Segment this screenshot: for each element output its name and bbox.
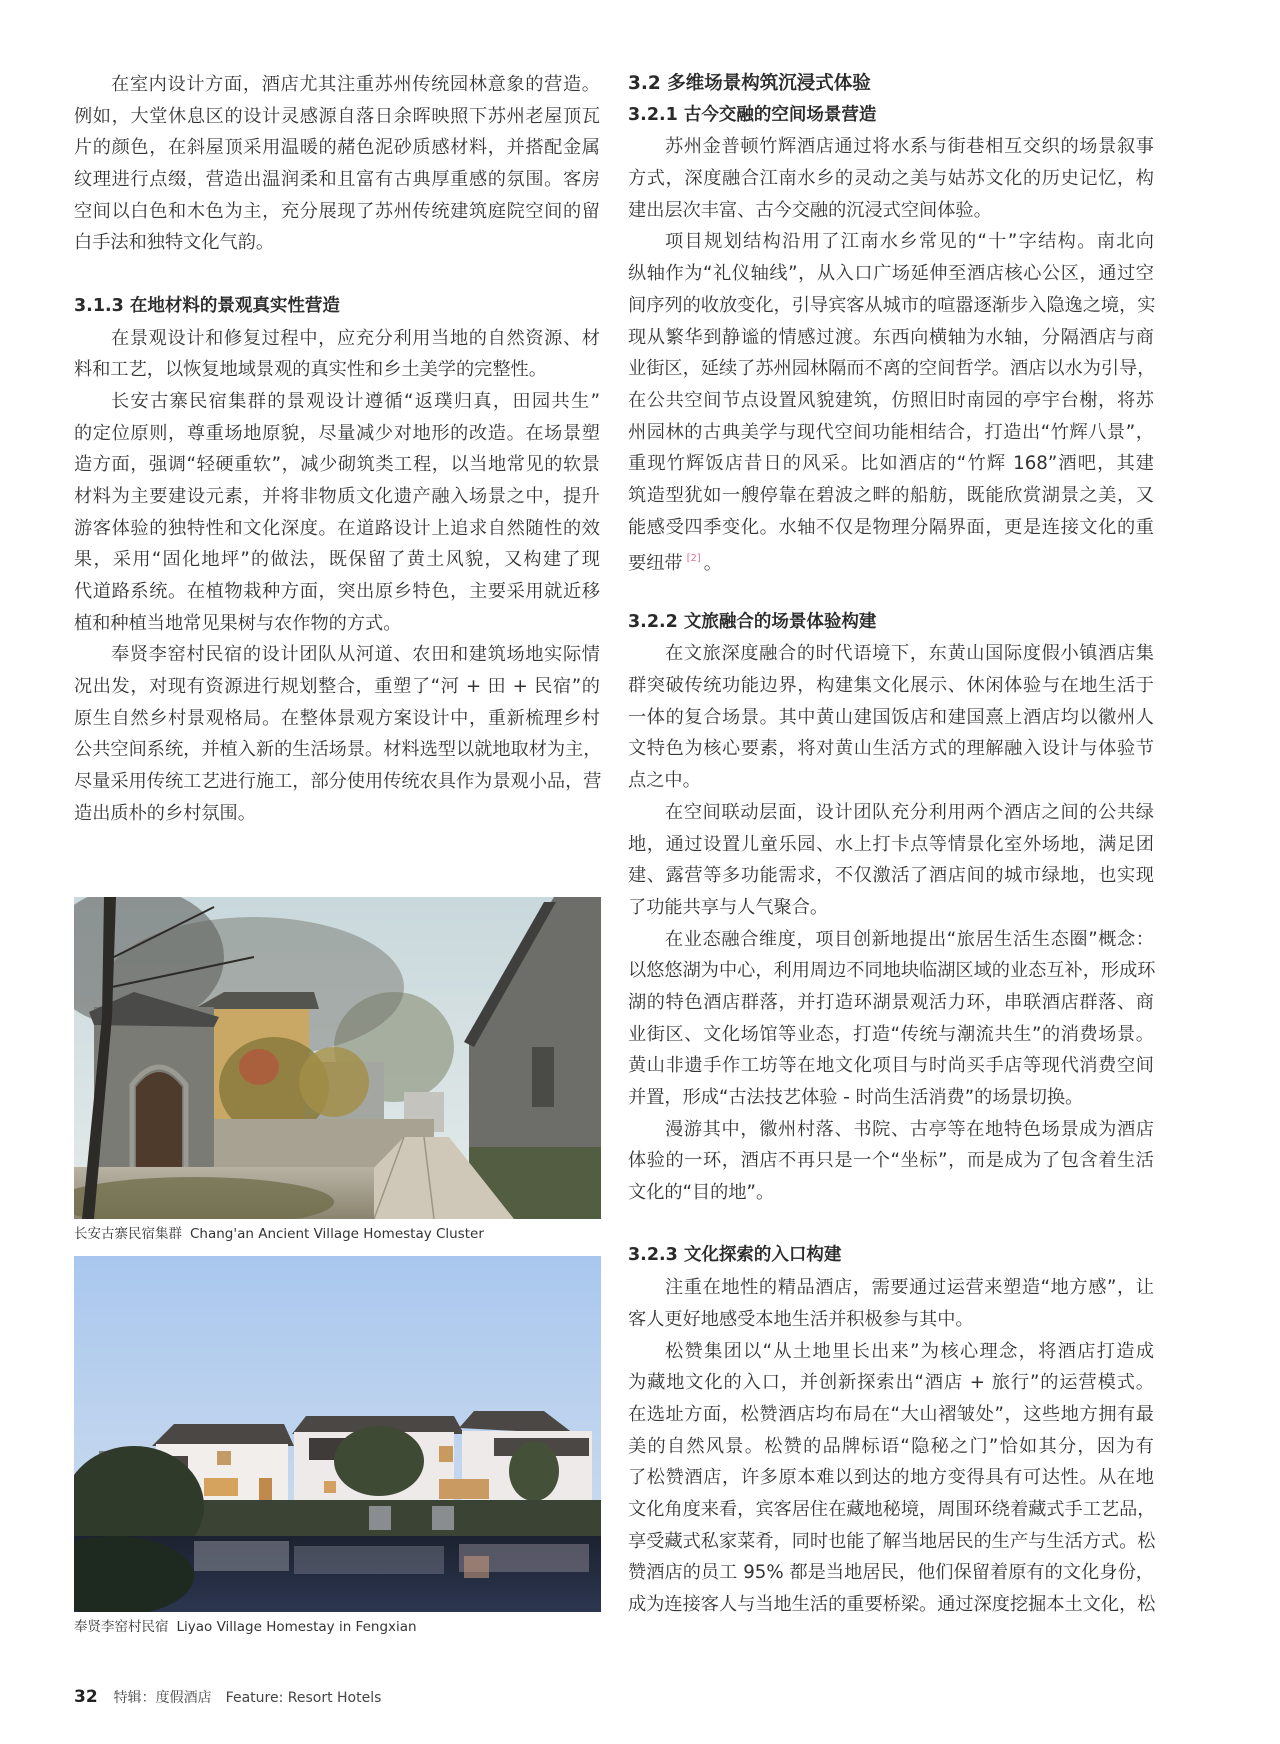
right-column	[628, 68, 1154, 1621]
text-line: 在景观设计和修复过程中，应充分利用当地的自然资源、材	[111, 327, 600, 349]
page-footer	[74, 1684, 381, 1710]
paragraph	[628, 924, 1154, 1114]
text-line: 现从繁华到静谧的情感过渡。东西向横轴为水轴，分隔酒店与商	[628, 326, 1154, 348]
text-line: 原生自然乡村景观格局。在整体景观方案设计中，重新梳理乡村	[74, 707, 600, 729]
text-line: 白手法和独特文化气韵。	[74, 232, 275, 254]
page-number: 32	[74, 1687, 98, 1707]
text-line: 漫游其中，徽州村落、书院、古亭等在地特色场景成为酒店	[665, 1118, 1154, 1140]
caption-cn: 长安古寨民宿集群	[74, 1226, 182, 1242]
text-line: 例如，大堂休息区的设计灵感源自落日余晖映照下苏州老屋顶瓦	[74, 105, 600, 127]
figure-caption	[74, 1615, 601, 1639]
text-line: 点之中。	[628, 770, 701, 792]
text-line: 文化的“目的地”。	[628, 1182, 775, 1204]
text-line: 的定位原则，尊重场地原貌，尽量减少对地形的改造。在场景塑	[74, 422, 600, 444]
text-line: 在选址方面，松赞酒店均布局在“大山褶皱处”，这些地方拥有最	[628, 1403, 1154, 1425]
text-line: 长安古寨民宿集群的景观设计遵循“返璞归真，田园共生”	[111, 390, 600, 412]
text-line: 造方面，强调“轻硬重软”，减少砌筑类工程，以当地常见的软景	[74, 454, 600, 476]
text-line: 尽量采用传统工艺进行施工，部分使用传统农具作为景观小品，营	[74, 771, 602, 793]
text-line: 湖的特色酒店群落，并打造环湖景观活力环，串联酒店群落、商	[628, 991, 1154, 1013]
text-line: 材料为主要建设元素，并将非物质文化遗产融入场景之中，提升	[74, 485, 600, 507]
text-line: 注重在地性的精品酒店，需要通过运营来塑造“地方感”，让	[665, 1277, 1154, 1299]
text-line: 植和种植当地常见果树与农作物的方式。	[74, 612, 402, 634]
paragraph	[628, 131, 1154, 226]
text-line: 间序列的收放变化，引导宾客从城市的喧嚣逐渐步入隐逸之境，实	[628, 294, 1156, 316]
figure-caption	[74, 1222, 601, 1246]
text-line: 能感受四季变化。水轴不仅是物理分隔界面，更是连接文化的重	[628, 516, 1154, 538]
text-line: 在公共空间节点设置风貌建筑，仿照旧时南园的亭宇台榭，将苏	[628, 389, 1154, 411]
text-line: 一体的复合场景。其中黄山建国饭店和建国熹上酒店均以徽州人	[628, 706, 1154, 728]
spacer	[628, 575, 1154, 607]
section-heading-3-2-1: 3.2.1 古今交融的空间场景营造	[628, 104, 877, 125]
text-line: 建出层次丰富、古今交融的沉浸式空间体验。	[628, 199, 992, 221]
text-line: 业街区、文化场馆等业态，打造“传统与潮流共生”的消费场景。	[628, 1023, 1154, 1045]
text-line: 在空间联动层面，设计团队充分利用两个酒店之间的公共绿	[665, 801, 1154, 823]
text-line: 方式，深度融合江南水乡的灵动之美与姑苏文化的历史记忆，构	[628, 168, 1154, 190]
text-line: 在室内设计方面，酒店尤其注重苏州传统园林意象的营造。	[111, 74, 600, 95]
caption-en: Liyao Village Homestay in Fengxian	[176, 1619, 417, 1635]
text-line: 了功能共享与人气聚合。	[628, 896, 829, 918]
text-line: 黄山非遗手作工坊等在地文化项目与时尚买手店等现代消费空间	[628, 1055, 1154, 1077]
text-line: 空间以白色和木色为主，充分展现了苏州传统建筑庭院空间的留	[74, 200, 600, 222]
text-line: 公共空间系统，并植入新的生活场景。材料选型以就地取材为主，	[74, 739, 602, 761]
figure-changan	[74, 897, 601, 1246]
paragraph	[628, 797, 1154, 924]
text-line: 以悠悠湖为中心，利用周边不同地块临湖区域的业态互补，形成环	[628, 960, 1156, 982]
section-heading-3-2: 3.2 多维场景构筑沉浸式体验	[628, 73, 871, 94]
text-line: 纵轴作为“礼仪轴线”，从入口广场延伸至酒店核心公区，通过空	[628, 263, 1154, 285]
text-line: 为藏地文化的入口，并创新探索出“酒店 + 旅行”的运营模式。	[628, 1372, 1154, 1394]
paragraph	[74, 386, 600, 640]
text-line: 片的颜色，在斜屋顶采用温暖的赭色泥砂质感材料，并搭配金属	[74, 137, 600, 159]
section-heading-3-2-3: 3.2.3 文化探索的入口构建	[628, 1245, 842, 1266]
text-line: 料和工艺，以恢复地域景观的真实性和乡土美学的完整性。	[74, 359, 547, 381]
text-line: 了松赞酒店，许多原本难以到达的地方变得具有可达性。从在地	[628, 1467, 1154, 1489]
section-label-cn: 特辑：度假酒店	[113, 1690, 212, 1706]
text-line: 奉贤李窑村民宿的设计团队从河道、农田和建筑场地实际情	[111, 644, 600, 666]
paragraph	[74, 323, 600, 386]
text-line: 松赞集团以“从土地里长出来”为核心理念，将酒店打造成	[665, 1340, 1154, 1362]
text-line: 州园林的古典美学与现代空间功能相结合，打造出“竹辉八景”，	[628, 421, 1154, 443]
section-label-en: Feature: Resort Hotels	[225, 1690, 382, 1706]
text-line: 果，采用“固化地坪”的做法，既保留了黄土风貌，又构建了现	[74, 549, 600, 571]
text-line: 项目规划结构沿用了江南水乡常见的“十”字结构。南北向	[665, 231, 1154, 253]
text-line: 体验的一环，酒店不再只是一个“坐标”，而是成为了包含着生活	[628, 1150, 1154, 1172]
paragraph	[74, 639, 600, 829]
text-fragment: 。	[703, 553, 722, 575]
text-line: 代道路系统。在植物栽种方面，突出原乡特色，主要采用就近移	[74, 581, 600, 602]
left-column	[74, 69, 600, 830]
text-line: 苏州金普顿竹辉酒店通过将水系与街巷相互交织的场景叙事	[665, 136, 1154, 158]
photo-changan-image	[74, 897, 601, 1219]
paragraph	[628, 1272, 1154, 1335]
text-line: 客人更好地感受本地生活并积极参与其中。	[628, 1308, 974, 1330]
text-line: 业街区，延续了苏州园林隔而不离的空间哲学。酒店以水为引导，	[628, 358, 1156, 380]
text-line: 在业态融合维度，项目创新地提出“旅居生活生态圈”概念：	[665, 928, 1154, 950]
text-line: 在文旅深度融合的时代语境下，东黄山国际度假小镇酒店集	[665, 643, 1154, 665]
section-heading-3-1-3: 3.1.3 在地材料的景观真实性营造	[74, 295, 340, 316]
text-line: 享受藏式私家菜肴，同时也能了解当地居民的生产与生活方式。松	[628, 1530, 1156, 1552]
text-line: 群突破传统功能边界，构建集文化展示、休闲体验与在地生活于	[628, 675, 1154, 697]
text-line: 文特色为核心要素，将对黄山生活方式的理解融入设计与体验节	[628, 738, 1154, 760]
citation-link[interactable]: [2]	[686, 553, 701, 565]
text-line: 建、露营等多功能需求，不仅激活了酒店间的城市绿地，也实现	[628, 865, 1154, 887]
photo-liyao-village	[74, 1256, 601, 1612]
intro-paragraph	[74, 69, 600, 259]
text-line: 地，通过设置儿童乐园、水上打卡点等情景化室外场地，满足团	[628, 833, 1154, 855]
section-heading-3-2-2: 3.2.2 文旅融合的场景体验构建	[628, 611, 877, 632]
caption-en: Chang'an Ancient Village Homestay Cluster	[190, 1226, 484, 1242]
paragraph	[628, 1336, 1154, 1621]
text-line: 筑造型犹如一艘停靠在碧波之畔的船舫，既能欣赏湖景之美，又	[628, 484, 1154, 506]
text-line: 成为连接客人与当地生活的重要桥梁。通过深度挖掘本土文化，松	[628, 1594, 1156, 1615]
paragraph	[628, 226, 1154, 575]
text-line: 重现竹辉饭店昔日的风采。比如酒店的“竹辉 168”酒吧，其建	[628, 453, 1154, 475]
text-line: 赞酒店的员工 95% 都是当地居民，他们保留着原有的文化身份，	[628, 1562, 1154, 1584]
text-fragment: 要纽带	[628, 553, 683, 575]
text-line: 游客体验的独特性和文化深度。在道路设计上追求自然随性的效	[74, 517, 600, 539]
caption-cn: 奉贤李窑村民宿	[74, 1619, 169, 1635]
text-line	[628, 543, 1154, 575]
text-line: 纹理进行点缀，营造出温润柔和且富有古典厚重感的氛围。客房	[74, 169, 600, 191]
text-line: 况出发，对现有资源进行规划整合，重塑了“河 + 田 + 民宿”的	[74, 676, 600, 698]
photo-liyao-image	[74, 1256, 601, 1612]
text-line: 美的自然风景。松赞的品牌标语“隐秘之门”恰如其分，因为有	[628, 1435, 1154, 1457]
paragraph	[628, 638, 1154, 796]
spacer	[74, 259, 600, 291]
text-line: 文化角度来看，宾客居住在藏地秘境，周围环绕着藏式手工艺品，	[628, 1498, 1156, 1520]
figure-liyao	[74, 1256, 601, 1639]
text-line: 造出质朴的乡村氛围。	[74, 802, 256, 824]
photo-changan-village	[74, 897, 601, 1219]
paragraph	[628, 1114, 1154, 1209]
spacer	[628, 1209, 1154, 1241]
text-line: 并置，形成“古法技艺体验 - 时尚生活消费”的场景切换。	[628, 1087, 1084, 1108]
